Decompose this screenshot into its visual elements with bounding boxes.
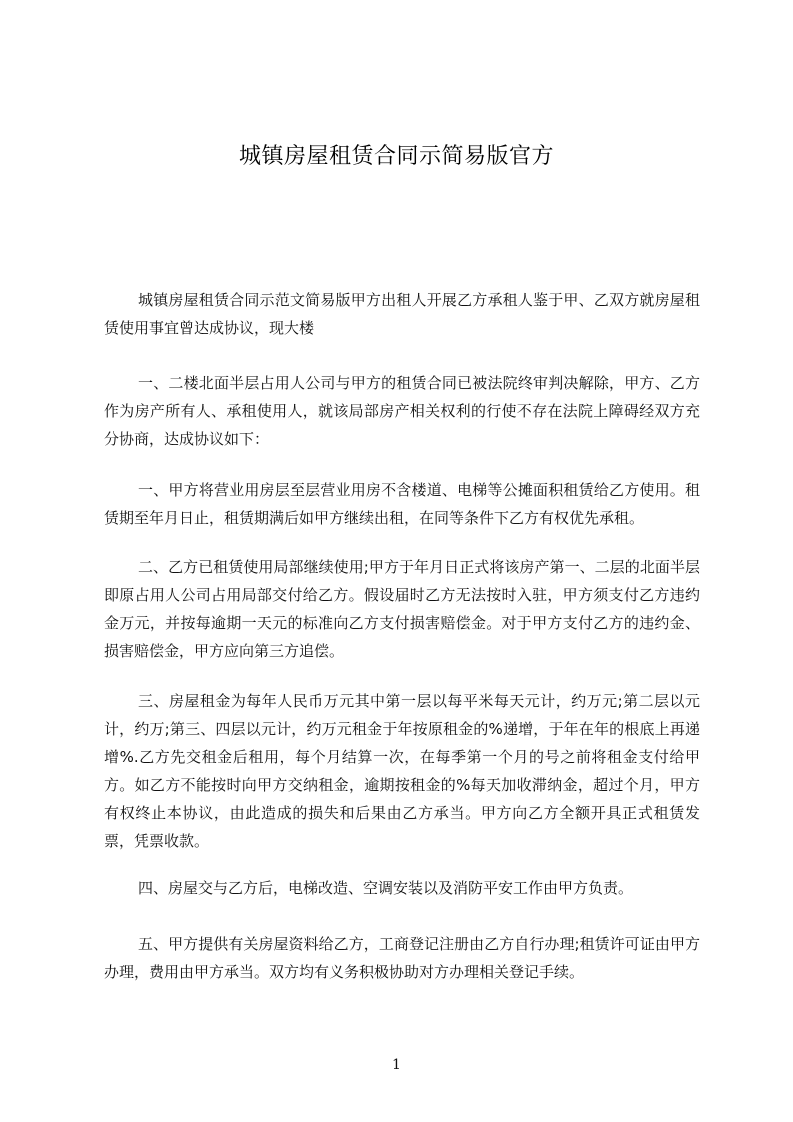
paragraph-clause-4: 四、房屋交与乙方后，电梯改造、空调安装以及消防平安工作由甲方负责。 xyxy=(138,879,634,897)
paragraph-clause-2: 二、乙方已租赁使用局部继续使用;甲方于年月日正式将该房产第一、二层的北面半层即原占用人公司占用局部交付给乙方。假设届时乙方无法按时入驻，甲方须支付乙方违约金万元，并按每逾期一天元的标准向乙方支付损害赔偿金。对于甲方支付乙方的违约金、损害赔偿金，甲方应向第三方追偿。 xyxy=(104,558,700,660)
paragraph-background: 一、二楼北面半层占用人公司与甲方的租赁合同已被法院终审判决解除，甲方、乙方作为房产所有人、承租使用人，就该局部房产相关权利的行使不存在法院上障碍经双方充分协商，达成协议如下： xyxy=(104,374,700,448)
paragraph-clause-5: 五、甲方提供有关房屋资料给乙方，工商登记注册由乙方自行办理;租赁许可证由甲方办理，费用由甲方承当。双方均有义务积极协助对方办理相关登记手续。 xyxy=(104,935,700,981)
paragraph-clause-3: 三、房屋租金为每年人民币万元其中第一层以每平米每天元计，约万元;第二层以元计，约万;第三、四层以元计，约万元租金于年按原租金的%递增，于年在年的根底上再递增%.乙方先交租金后租用，每个月结算一次，在每季第一个月的号之前将租金支付给甲方。如乙方不能按时向甲方交纳租金，逾期按租金的%每天加收滞纳金，超过个月，甲方有权终止本协议，由此造成的损失和后果由乙方承当。甲方向乙方全额开具正式租赁发票，凭票收款。 xyxy=(104,692,700,850)
paragraph-clause-1: 一、甲方将营业用房层至层营业用房不含楼道、电梯等公摊面积租赁给乙方使用。租赁期至年月日止，租赁期满后如甲方继续出租，在同等条件下乙方有权优先承租。 xyxy=(104,481,700,527)
page-number: 1 xyxy=(392,1057,401,1073)
paragraph-intro: 城镇房屋租赁合同示范文简易版甲方出租人开展乙方承租人鉴于甲、乙双方就房屋租赁使用事宜曾达成协议，现大楼 xyxy=(104,291,700,337)
document-title: 城镇房屋租赁合同示简易版官方 xyxy=(238,144,554,169)
